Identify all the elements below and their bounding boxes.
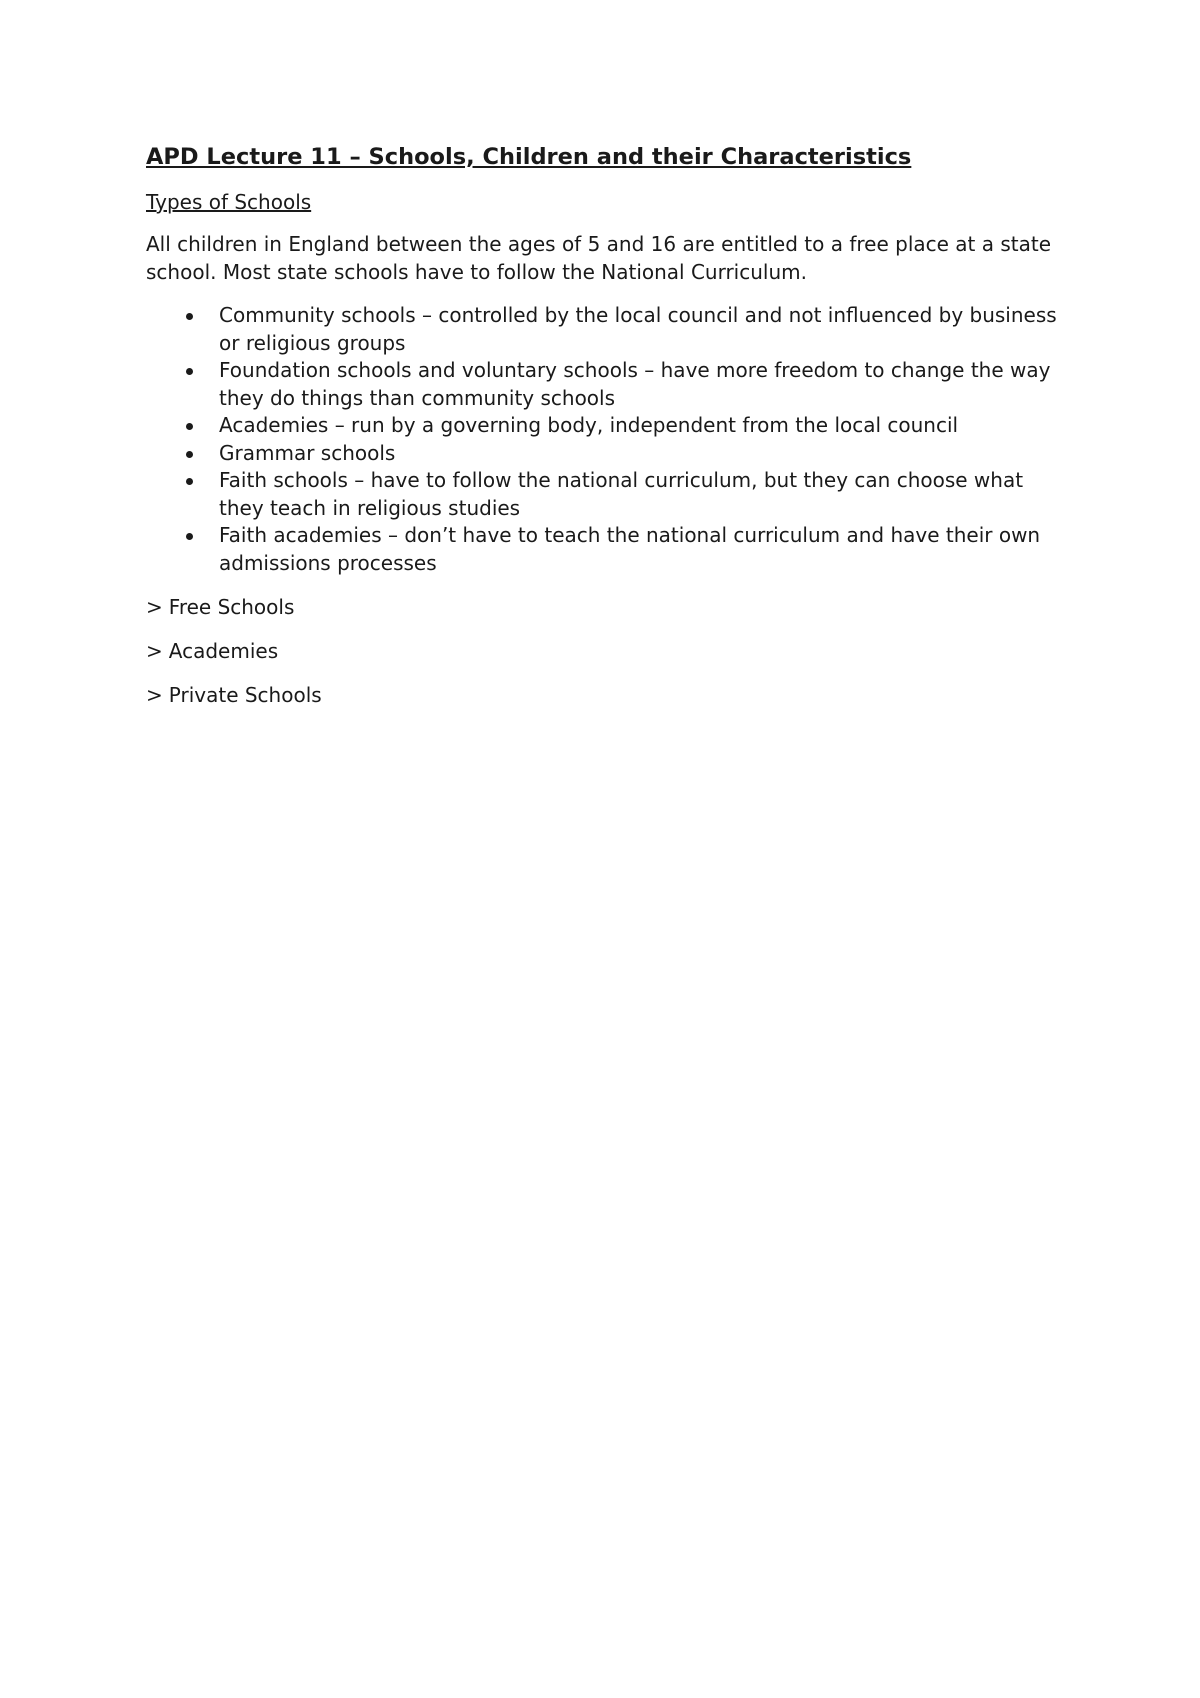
bullet-icon: [186, 533, 193, 540]
list-item-text: Community schools – controlled by the local council and not influenced by business or religious groups: [219, 303, 1057, 355]
arrow-item-text: Academies: [168, 639, 279, 663]
arrow-item-academies: [146, 637, 1066, 665]
list-item-text: Faith academies – don’t have to teach the national curriculum and have their own admissions processes: [219, 523, 1041, 575]
arrow-item-text: Free Schools: [168, 595, 295, 619]
list-item-text: Faith schools – have to follow the national curriculum, but they can choose what they teach in religious studies: [219, 468, 1024, 520]
section-heading: Types of Schools: [146, 190, 312, 214]
list-item: [146, 412, 1066, 440]
arrow-marker: >: [146, 595, 163, 619]
intro-paragraph: All children in England between the ages of 5 and 16 are entitled to a free place at a state school. Most state schools have to follow the National Curriculum.: [146, 232, 1052, 284]
list-item: [146, 467, 1066, 522]
list-item: [146, 522, 1066, 577]
bullet-icon: [186, 368, 193, 375]
school-types-list: [146, 302, 1066, 577]
arrow-item-private-schools: [146, 681, 1066, 709]
bullet-icon: [186, 451, 193, 458]
arrow-marker: >: [146, 683, 163, 707]
document-page: [146, 142, 1066, 709]
arrow-item-text: Private Schools: [168, 683, 322, 707]
bullet-icon: [186, 478, 193, 485]
bullet-icon: [186, 313, 193, 320]
list-item: [146, 357, 1066, 412]
list-item: [146, 302, 1066, 357]
arrow-marker: >: [146, 639, 163, 663]
list-item-text: Academies – run by a governing body, independent from the local council: [219, 413, 959, 437]
document-title: APD Lecture 11 – Schools, Children and their Characteristics: [146, 144, 912, 170]
list-item-text: Grammar schools: [219, 440, 396, 465]
bullet-icon: [186, 423, 193, 430]
arrow-item-free-schools: [146, 593, 1066, 621]
list-item: [146, 440, 1066, 468]
list-item-text: Foundation schools and voluntary schools – have more freedom to change the way they do things than community schools: [219, 358, 1051, 410]
